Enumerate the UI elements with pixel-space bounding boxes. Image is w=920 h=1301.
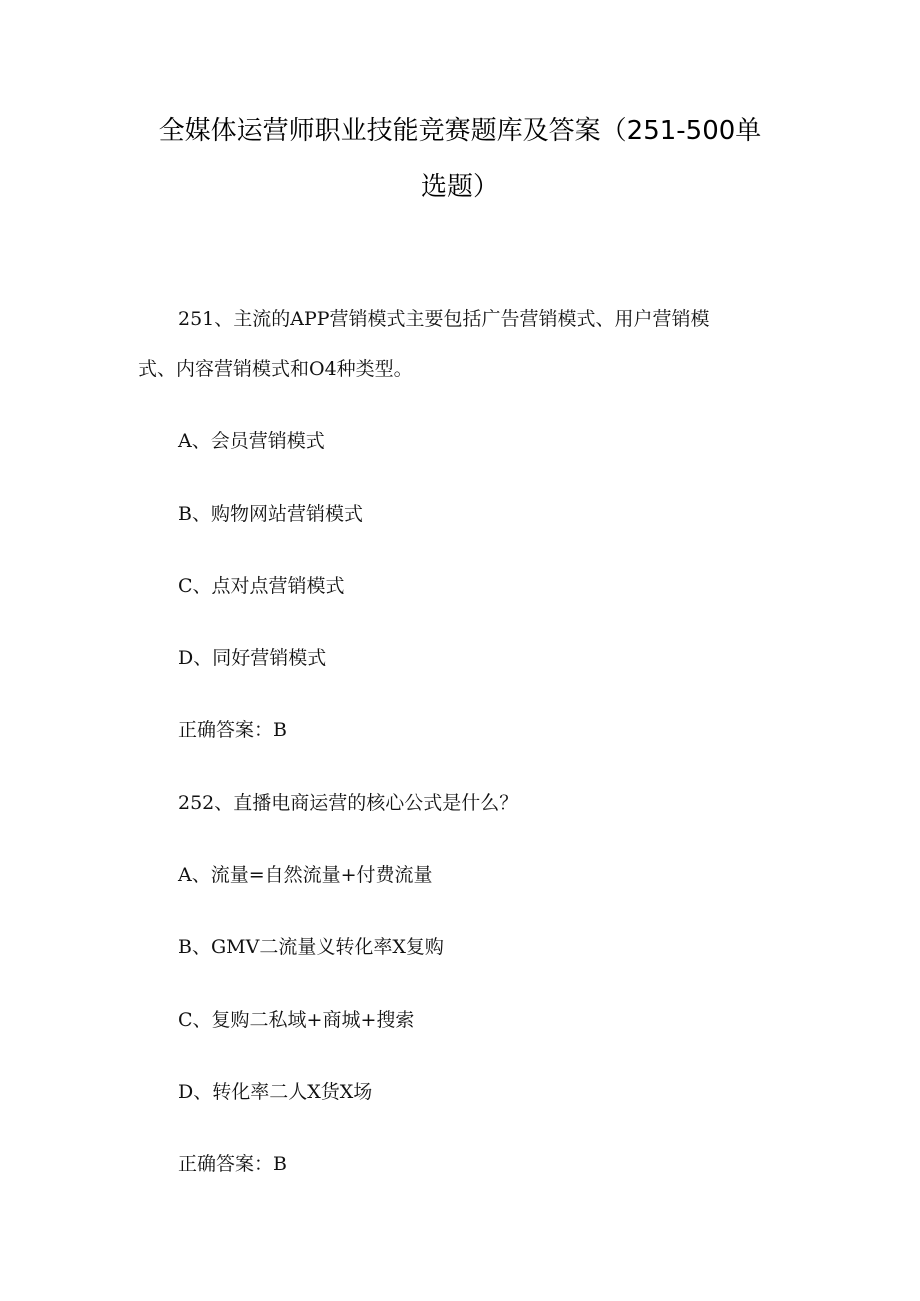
question-251-option-d: D、同好营销模式 bbox=[178, 647, 327, 669]
question-251-option-c: C、点对点营销模式 bbox=[178, 575, 345, 597]
document-title bbox=[120, 103, 800, 215]
question-252-stem-line-1: 252、直播电商运营的核心公式是什么？ bbox=[178, 792, 519, 814]
question-251-stem-line-2: 式、内容营销模式和O4种类型。 bbox=[138, 358, 413, 380]
title-line-2: 选题） bbox=[420, 172, 499, 202]
question-251-option-a: A、会员营销模式 bbox=[178, 430, 325, 452]
question-252-option-c: C、复购二私域+商城+搜索 bbox=[178, 1009, 415, 1031]
title-line-1: 全媒体运营师职业技能竞赛题库及答案（251-500单 bbox=[158, 116, 762, 146]
question-251-answer: 正确答案：B bbox=[178, 719, 287, 741]
question-252-answer: 正确答案：B bbox=[178, 1153, 287, 1175]
question-252-option-b: B、GMV二流量义转化率X复购 bbox=[178, 936, 444, 958]
question-252-option-a: A、流量=自然流量+付费流量 bbox=[178, 864, 433, 886]
question-252-option-d: D、转化率二人X货X场 bbox=[178, 1081, 373, 1103]
question-251-option-b: B、购物网站营销模式 bbox=[178, 503, 363, 525]
question-251-stem-line-1: 251、主流的APP营销模式主要包括广告营销模式、用户营销模 bbox=[178, 308, 710, 330]
